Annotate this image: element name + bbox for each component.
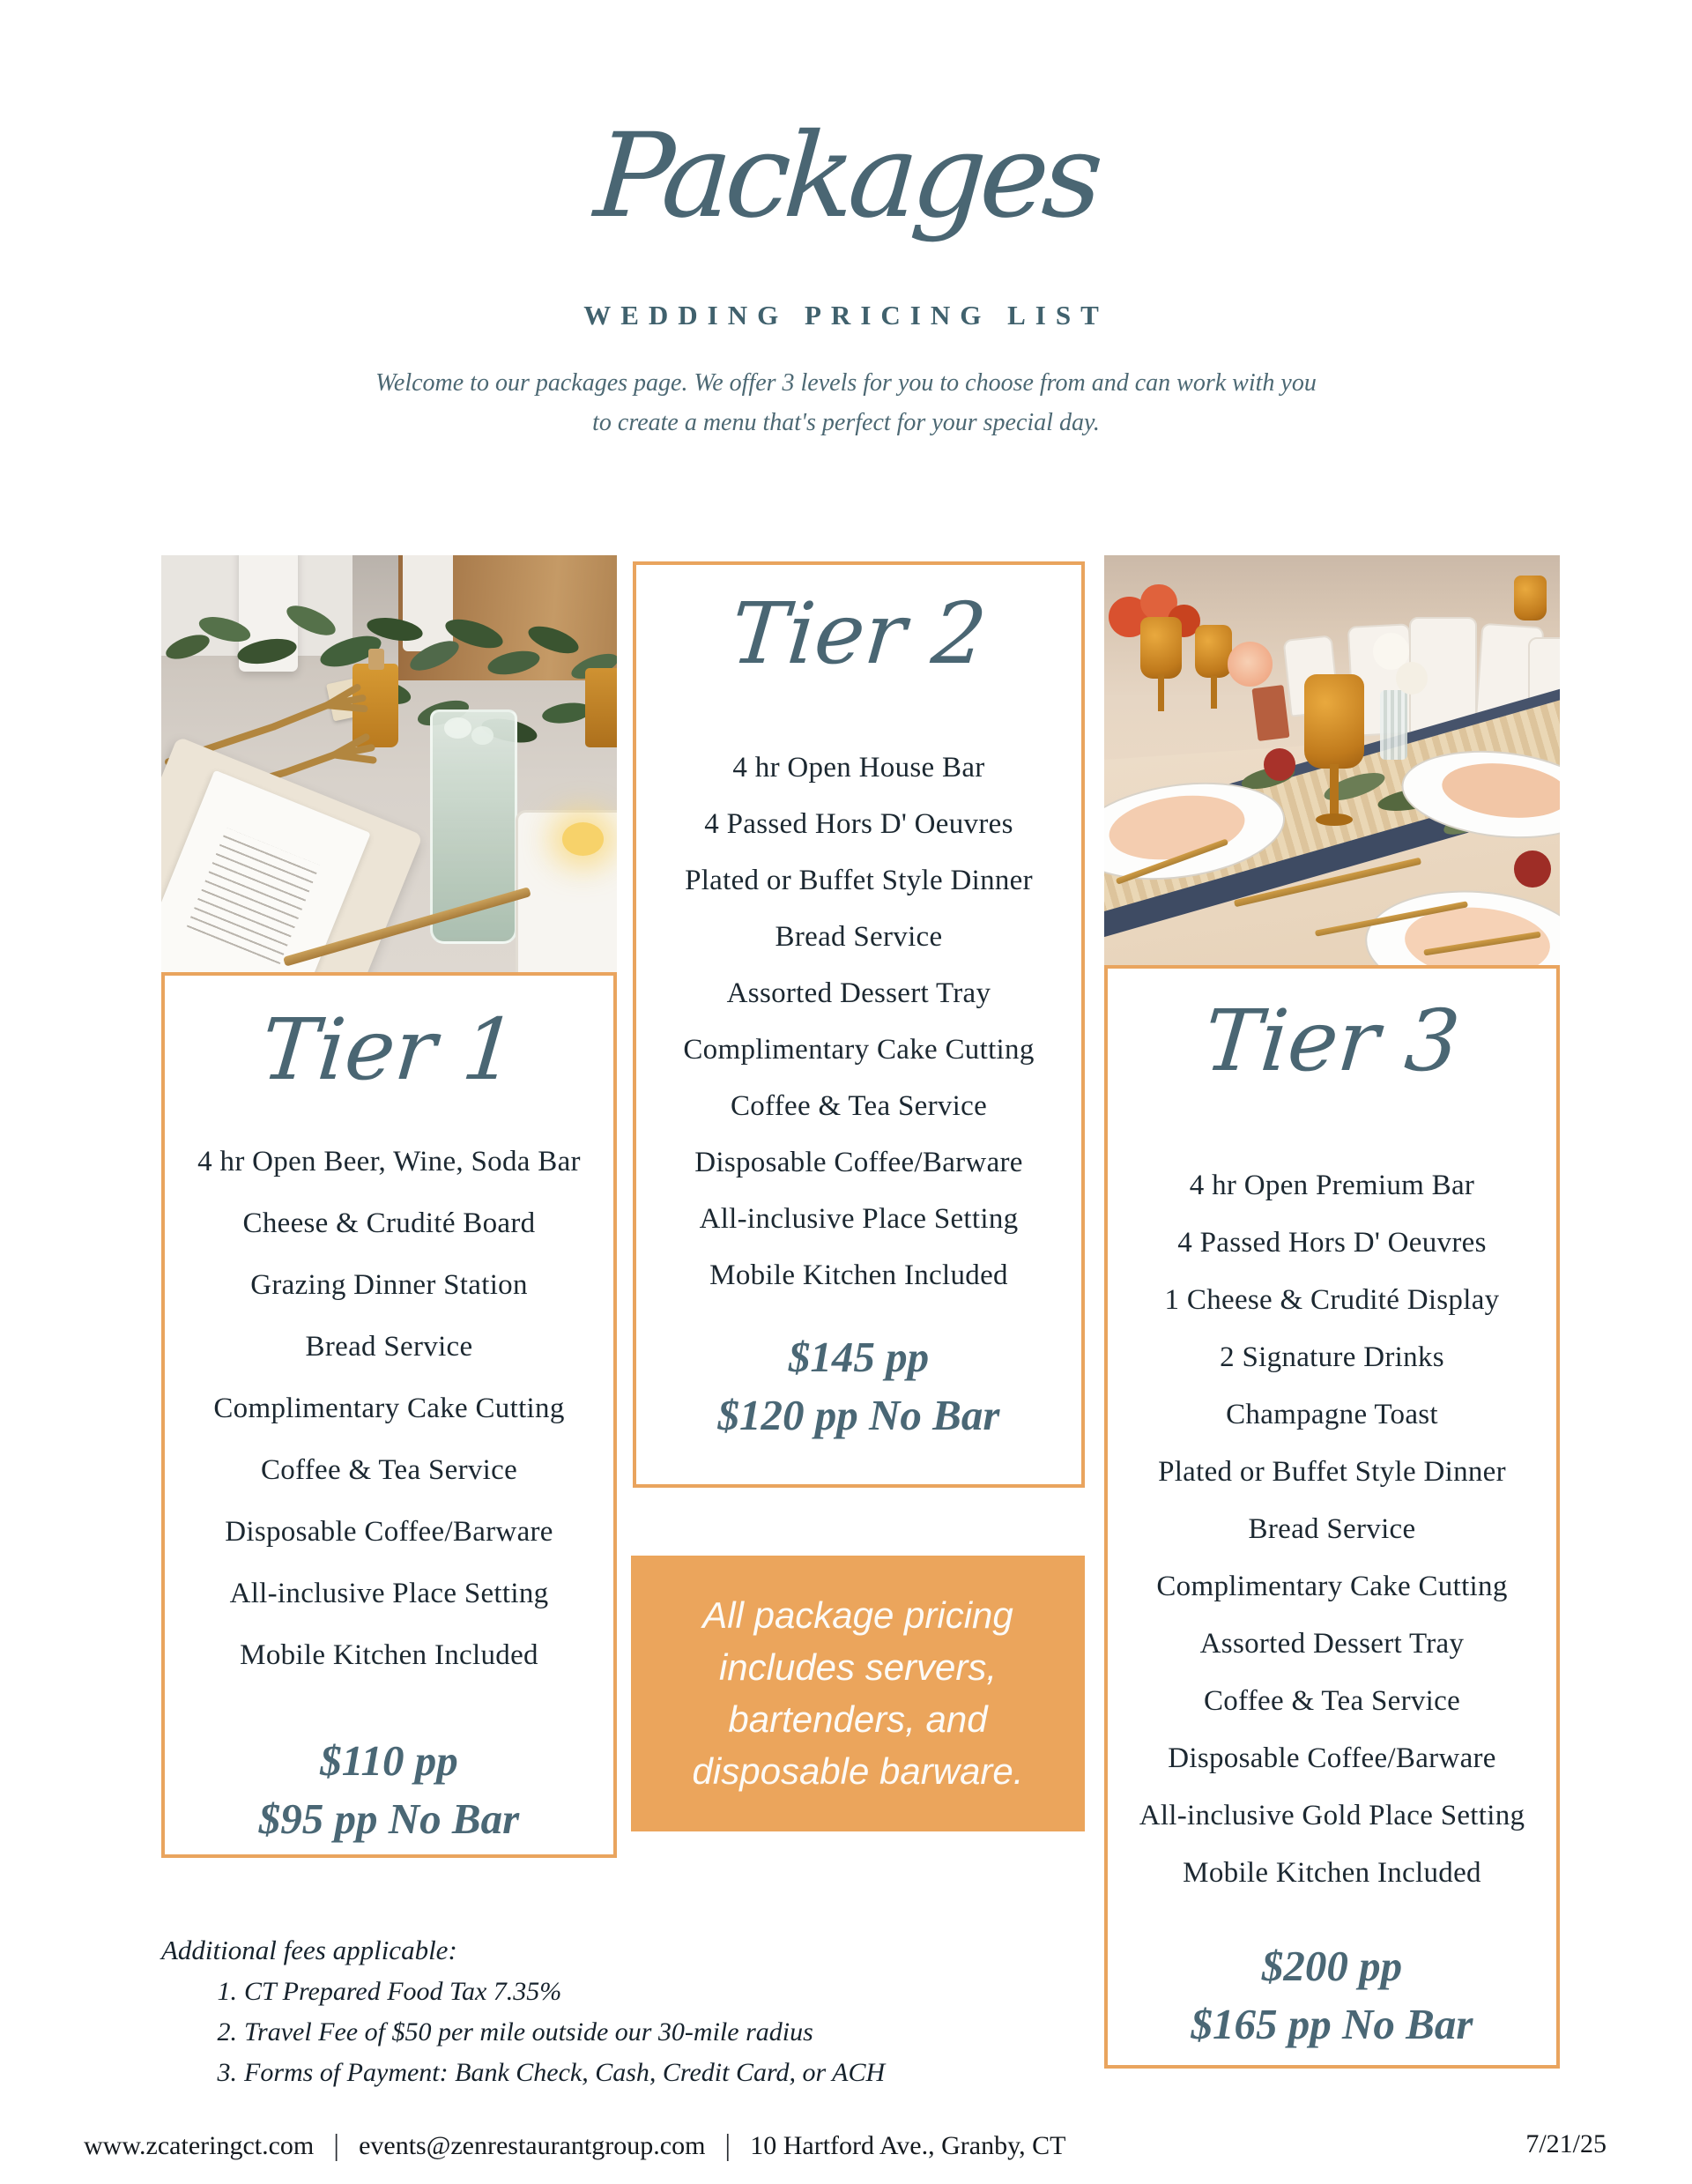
package-item: Coffee & Tea Service [730, 1090, 988, 1122]
tier-2-heading: Tier 2 [727, 584, 991, 683]
package-item: Coffee & Tea Service [260, 1454, 518, 1486]
package-item: Plated or Buffet Style Dinner [685, 865, 1033, 896]
package-item: Complimentary Cake Cutting [213, 1393, 565, 1424]
fees-heading: Additional fees applicable: [161, 1935, 457, 1965]
package-item: Grazing Dinner Station [250, 1269, 528, 1301]
goblet-stem [1158, 674, 1164, 711]
fee-item [207, 1977, 998, 2006]
price-line: $110 pp [320, 1736, 458, 1785]
footer-separator: | [333, 2129, 340, 2162]
candle-flame [562, 822, 604, 856]
tier-3-package-card [1104, 965, 1560, 2069]
footer-contact-info [84, 2129, 1065, 2163]
goblet-foot [1316, 813, 1352, 826]
tier-3-item-list [1108, 1157, 1556, 1902]
package-item: All-inclusive Gold Place Setting [1139, 1800, 1525, 1831]
fee-number: 1. [217, 1977, 237, 2006]
fee-number: 2. [217, 2017, 237, 2047]
package-item: Mobile Kitchen Included [709, 1259, 1008, 1291]
jar-cork [368, 649, 384, 670]
tier-1-pricing [165, 1732, 613, 1848]
pricing-note-line: includes servers, [718, 1646, 998, 1688]
package-item: Disposable Coffee/Barware [1168, 1742, 1496, 1774]
page-title-script: Packages [590, 108, 1102, 244]
package-item: Assorted Dessert Tray [1199, 1628, 1465, 1660]
table-number-card [1251, 685, 1289, 741]
pricing-note-line: disposable barware. [692, 1750, 1024, 1792]
red-flower [1514, 851, 1550, 888]
footer [0, 2126, 1692, 2166]
package-item: Complimentary Cake Cutting [1156, 1571, 1508, 1602]
red-flower [1264, 748, 1295, 781]
fee-text: Forms of Payment: Bank Check, Cash, Credit Card, or ACH [244, 2058, 886, 2087]
goblet-stem [1211, 676, 1217, 709]
price-line: $145 pp [788, 1333, 930, 1381]
honey-jar-favor [585, 668, 617, 747]
footer-separator: | [724, 2129, 731, 2162]
package-item: All-inclusive Place Setting [699, 1203, 1019, 1235]
peach-rose [1228, 642, 1273, 687]
package-item: Assorted Dessert Tray [726, 977, 991, 1009]
footer-address: 10 Hartford Ave., Granby, CT [750, 2131, 1066, 2160]
tier-3-heading: Tier 3 [1200, 992, 1464, 1090]
package-item: Complimentary Cake Cutting [683, 1034, 1035, 1066]
price-line: $200 pp [1261, 1942, 1403, 1990]
price-line: $120 pp No Bar [717, 1391, 1000, 1439]
page-subtitle: WEDDING PRICING LIST [583, 300, 1109, 331]
package-item: Plated or Buffet Style Dinner [1158, 1456, 1506, 1488]
fee-item [207, 2017, 998, 2047]
amber-goblet [1195, 625, 1231, 678]
welcome-line-2: to create a menu that's perfect for your special day. [592, 409, 1100, 436]
package-item: 4 Passed Hors D' Oeuvres [1177, 1227, 1487, 1259]
package-item: Cheese & Crudité Board [242, 1207, 536, 1239]
pricing-note-line: bartenders, and [728, 1698, 988, 1740]
amber-goblet [1304, 674, 1363, 769]
package-item: Mobile Kitchen Included [240, 1639, 538, 1671]
package-item: 4 hr Open House Bar [732, 752, 985, 784]
package-item: Coffee & Tea Service [1203, 1685, 1461, 1717]
tier-3-pricing [1108, 1937, 1556, 2054]
pricing-note-line: All package pricing [702, 1594, 1013, 1636]
goblet-stem [1330, 764, 1338, 817]
package-item: Bread Service [775, 921, 943, 953]
fee-number: 3. [217, 2058, 237, 2087]
package-item: Champagne Toast [1226, 1399, 1438, 1430]
package-item: Mobile Kitchen Included [1183, 1857, 1481, 1889]
package-item: 2 Signature Drinks [1220, 1341, 1444, 1373]
ice-cube [444, 717, 471, 739]
package-item: Disposable Coffee/Barware [225, 1516, 553, 1548]
fee-text: CT Prepared Food Tax 7.35% [244, 1977, 562, 2006]
tier-1-package-card [161, 972, 617, 1858]
welcome-line-1: Welcome to our packages page. We offer 3 levels for you to choose from and can work with you [375, 369, 1317, 397]
package-item: Bread Service [1248, 1513, 1416, 1545]
package-item: 4 hr Open Premium Bar [1189, 1170, 1475, 1201]
tier-1-item-list [165, 1131, 613, 1686]
pricing-note-box [631, 1556, 1085, 1831]
footer-email: events@zenrestaurantgroup.com [359, 2131, 706, 2160]
amber-goblet [1140, 617, 1182, 679]
additional-fees-section [161, 1935, 998, 2087]
package-item: All-inclusive Place Setting [229, 1578, 549, 1609]
welcome-paragraph [0, 363, 1692, 442]
tier-2-pricing [636, 1328, 1081, 1445]
price-line: $95 pp No Bar [258, 1794, 520, 1843]
reception-table-photo [1104, 555, 1560, 965]
bud-vase [1380, 690, 1407, 760]
white-flower [1396, 662, 1428, 695]
package-item: Disposable Coffee/Barware [694, 1147, 1023, 1178]
fee-item [207, 2058, 998, 2087]
footer-website: www.zcateringct.com [84, 2131, 315, 2160]
package-item: 1 Cheese & Crudité Display [1164, 1284, 1500, 1316]
price-line: $165 pp No Bar [1191, 2000, 1473, 2048]
tier-2-item-list [636, 739, 1081, 1304]
fee-text: Travel Fee of $50 per mile outside our 30-mile radius [244, 2017, 813, 2047]
amber-goblet [1514, 576, 1546, 620]
table-setting-photo [161, 555, 617, 972]
tier-1-heading: Tier 1 [257, 1000, 521, 1099]
package-item: Bread Service [305, 1331, 473, 1363]
tier-2-package-card [633, 561, 1085, 1488]
footer-date: 7/21/25 [1525, 2129, 1607, 2158]
package-item: 4 hr Open Beer, Wine, Soda Bar [197, 1146, 581, 1177]
package-item: 4 Passed Hors D' Oeuvres [704, 808, 1013, 840]
